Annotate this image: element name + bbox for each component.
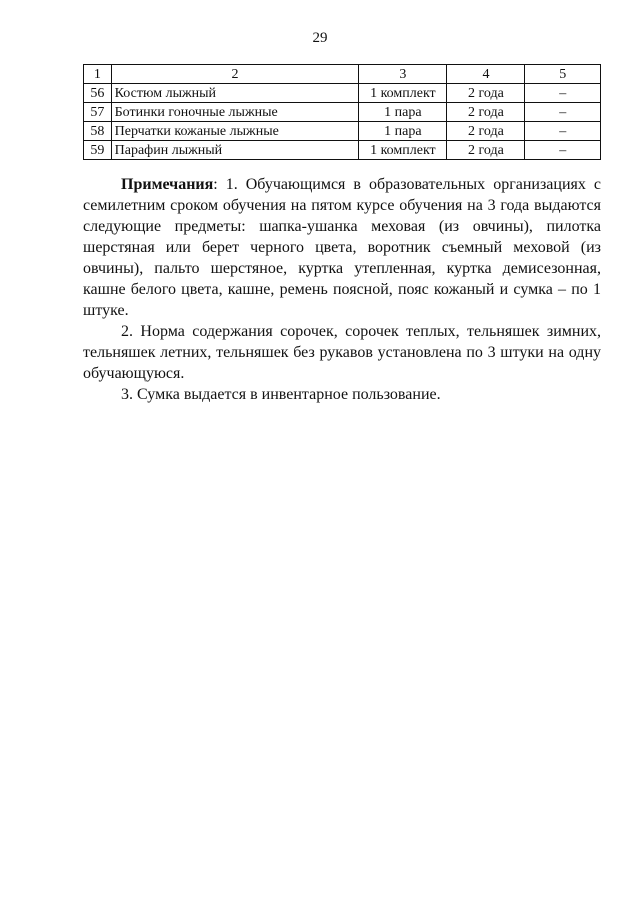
item-quantity: 1 пара — [359, 103, 447, 122]
column-header-3: 3 — [359, 65, 447, 84]
item-note: – — [525, 84, 601, 103]
item-quantity: 1 комплект — [359, 84, 447, 103]
row-number: 58 — [84, 122, 112, 141]
item-quantity: 1 комплект — [359, 141, 447, 160]
column-header-4: 4 — [447, 65, 525, 84]
page-number: 29 — [312, 30, 328, 46]
table-row — [84, 103, 601, 122]
item-name: Перчатки кожаные лыжные — [111, 122, 359, 141]
notes-label: Примечания — [121, 176, 214, 193]
item-term: 2 года — [447, 84, 525, 103]
note-3: 3. Сумка выдается в инвентарное пользование. — [121, 386, 441, 403]
row-number: 56 — [84, 84, 112, 103]
column-header-2: 2 — [111, 65, 359, 84]
note-1-text: : 1. Обучающимся в образовательных организациях с семилетним сроком обучения на пятом курсе обучения на 3 года выдаются следующие предметы: шапка-ушанка меховая (из овчины), пилотка шерстяная или берет черного цвета, воротник съемный меховой (из овчины), пальто шерстяное, куртка утепленная, куртка демисезонная, кашне белого цвета, кашне, ремень поясной, пояс кожаный и сумка – по 1 штуке. — [83, 176, 601, 319]
row-number: 59 — [84, 141, 112, 160]
note-1 — [83, 174, 601, 321]
column-header-1: 1 — [84, 65, 112, 84]
row-number: 57 — [84, 103, 112, 122]
note-2: 2. Норма содержания сорочек, сорочек теплых, тельняшек зимних, тельняшек летних, тельняшек без рукавов установлена по 3 штуки на одну обучающуюся. — [83, 323, 601, 382]
table-row — [84, 84, 601, 103]
table-row — [84, 141, 601, 160]
item-quantity: 1 пара — [359, 122, 447, 141]
item-note: – — [525, 122, 601, 141]
item-name: Парафин лыжный — [111, 141, 359, 160]
table-row — [84, 122, 601, 141]
item-term: 2 года — [447, 122, 525, 141]
item-note: – — [525, 103, 601, 122]
column-header-5: 5 — [525, 65, 601, 84]
item-term: 2 года — [447, 141, 525, 160]
table-header-row — [84, 65, 601, 84]
item-name: Ботинки гоночные лыжные — [111, 103, 359, 122]
item-note: – — [525, 141, 601, 160]
item-term: 2 года — [447, 103, 525, 122]
items-table — [83, 64, 601, 160]
item-name: Костюм лыжный — [111, 84, 359, 103]
notes-section — [83, 174, 601, 405]
